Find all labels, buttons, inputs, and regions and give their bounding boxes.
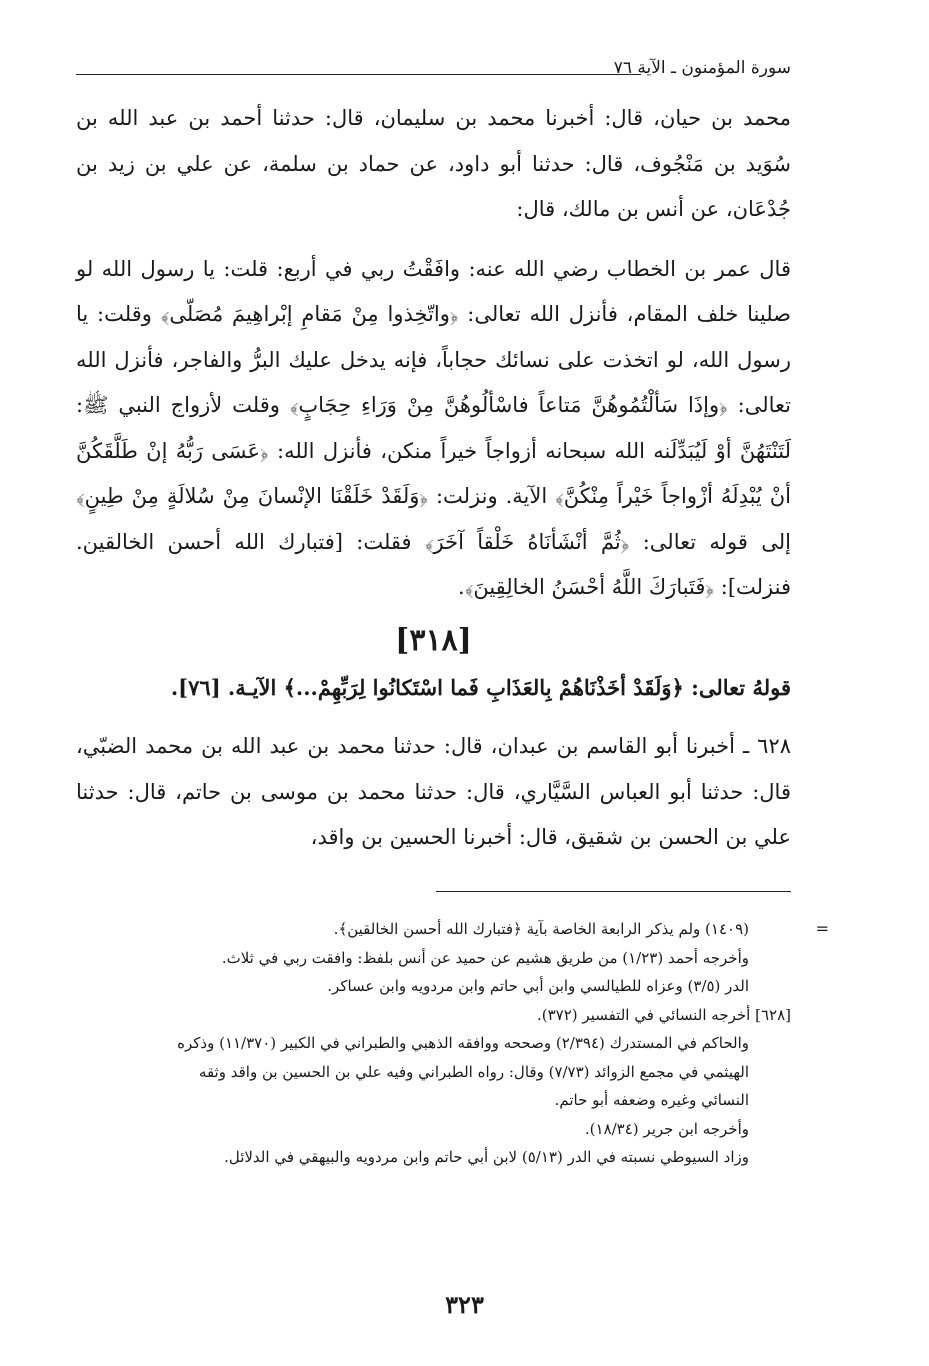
footnote-line: الهيثمي في مجمع الزوائد (٧/٧٣) وقال: رواه الطبراني وفيه علي بن الحسين بن واقد وثقه xyxy=(198,1062,749,1081)
main-text xyxy=(76,96,791,861)
running-header xyxy=(76,58,791,86)
header-rule xyxy=(76,74,641,75)
footnote-line: وأخرجه ابن جرير (١٨/٣٤). xyxy=(584,1119,749,1138)
paragraph-isnad-2: ٦٢٨ ـ أخبرنا أبو القاسم بن عبدان، قال: حدثنا محمد بن عبد الله بن محمد الضبّي، قال: حدثنا أبو العباس السَّيَّاري، قال: حدثنا محمد بن موسى بن حاتم، قال: حدثنا علي بن الحسن بن شقيق، قال: أخبرنا الحسين بن واقد، xyxy=(76,734,791,849)
continuation-mark: = xyxy=(815,919,829,938)
footnote-line: الدر (٣/٥) وعزاه للطيالسي وابن أبي حاتم وابن مردويه وابن عساكر. xyxy=(327,977,749,995)
footnote-line: النسائي وغيره وضعفه أبو حاتم. xyxy=(554,1091,749,1109)
footnotes xyxy=(76,915,829,1172)
footnote-line: وزاد السيوطي نسبته في الدر (٥/١٣) لابن أبي حاتم وابن مردويه والبيهقي في الدلائل. xyxy=(224,1148,749,1166)
footnote-line: (١٤٠٩) ولم يذكر الرابعة الخاصة بآية ﴿فتبارك الله أحسن الخالقين﴾. xyxy=(333,920,749,938)
page-number: ٣٢٣ xyxy=(445,1290,484,1319)
footnote-line: والحاكم في المستدرك (٢/٣٩٤) وصححه ووافقه الذهبي والطبراني في الكبير (١١/٣٧٠) وذكره xyxy=(177,1034,749,1052)
header-title: سورة المؤمنون ـ الآية ٧٦ xyxy=(613,58,791,78)
paragraph-umar-hadith: قال عمر بن الخطاب رضي الله عنه: وافَقْتُ ربي في أربع: قلت: يا رسول الله لو صلينا خلف المقام، فأنزل الله تعالى: ﴿واتّخِذوا مِنْ مَقامِ إبْراهِيمَ مُصَلّى﴾ وقلت: يا رسول الله، لو اتخذت على نسائك حجاباً، فإنه يدخل عليك البرُّ والفاجر، فأنزل الله تعالى: ﴿وإذَا سَألْتُمُوهُنَّ مَتاعاً فاسْألُوهُنَّ مِنْ وَرَاءِ حِجَابٍ﴾ وقلت لأزواج النبي ﷺ: لَتَنْتَهُنَّ أوْ لَيُبَدِّلَنه الله سبحانه أزواجاً خيراً منكن، فأنزل الله: ﴿عَسَى رَبُّهُ إنْ طَلَّقَكُنَّ أنْ يُبْدِلَهُ أزْواجاً خَيْراً مِنْكُنَّ﴾ الآية. ونزلت: ﴿وَلَقَدْ خَلَقْنَا الإنْسانَ مِنْ سُلالَةٍ مِنْ طِينٍ﴾ إلى قوله تعالى: ﴿ثُمَّ أنْشَأنَاهُ خَلْقاً آخَرَ﴾ فقلت: [فتبارك الله أحسن الخالقين. فنزلت]: ﴿فَتَبارَكَ اللَّهُ أحْسَنُ الخالِقِينَ﴾. xyxy=(76,256,791,599)
paragraph-isnad-1: محمد بن حيان، قال: أخبرنا محمد بن سليمان، قال: حدثنا أحمد بن عبد الله بن سُوَيد بن مَنْجُوف، قال: حدثنا أبو داود، عن حماد بن سلمة، عن علي بن زيد بن جُدْعَان، عن أنس بن مالك، قال: xyxy=(76,106,791,221)
footnote-rule xyxy=(436,891,791,892)
paragraph-verse-heading: قولهُ تعالى: ﴿وَلَقَدْ أخَذْنَاهُمْ بِالعَذَابِ فَما اسْتَكانُوا لِرَبِّهِمْ...﴾ الآيـة. [٧٦]. xyxy=(170,674,791,700)
footnote-line: وأخرجه أحمد (١/٢٣) من طريق هشيم عن حميد عن أنس بلفظ: وافقت ربي في ثلاث. xyxy=(221,948,749,967)
section-number: [٣١٨] xyxy=(395,622,472,658)
footnote-line: [٦٢٨] أخرجه النسائي في التفسير (٣٧٢). xyxy=(536,1005,791,1024)
